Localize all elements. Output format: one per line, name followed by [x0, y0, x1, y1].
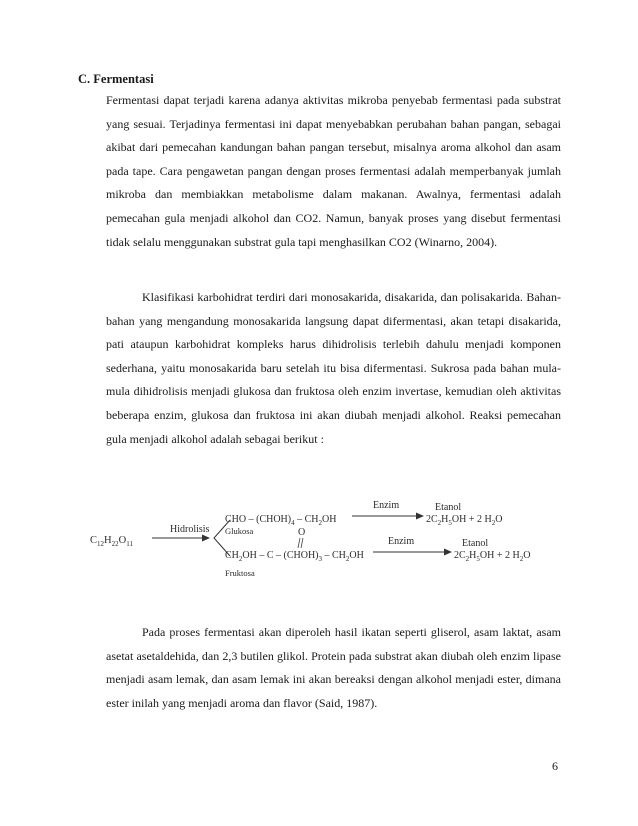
hydrolysis-label: Hidrolisis [170, 524, 210, 535]
product-2: $2C_2H_5OH + 2$ $H_2O$ [454, 550, 531, 563]
page-number: 6 [552, 759, 558, 773]
ethanol-label-1: Etanol [435, 502, 462, 513]
carbonyl-bond-2 [301, 538, 303, 548]
product-1: $2C_2H_5OH + 2$ $H_2O$ [426, 514, 503, 527]
enzyme-arrowhead-2 [444, 549, 452, 556]
paragraph-fermentation-products: Pada proses fermentasi akan diperoleh hasil ikatan seperti gliserol, asam laktat, asam asetat asetaldehida, dan 2,3 butilen glikol. Protein pada substrat akan diubah oleh enzim lipase menjadi asam lemak, dan asam lemak ini akan bereaksi dengan alkohol menjadi ester, dimana ester inilah yang menjadi aroma dan flavor (Said, 1987). [106, 625, 561, 710]
paragraph-carbohydrate-classification: Klasifikasi karbohidrat terdiri dari monosakarida, disakarida, dan polisakarida. Bahan-bahan yang mengandung monosakarida langsung dapat difermentasi, akan tetapi disakarida, pati ataupun karbohidrat kompleks harus dihidrolisis terlebih dahulu menjadi komponen sederhana, yaitu monosakarida baru setelah itu bisa difermentasi. Sukrosa pada bahan mula-mula dihidrolisis menjadi glukosa dan fruktosa oleh enzim invertase, kemudian oleh aktivitas beberapa enzim, glukosa dan fruktosa ini akan diubah menjadi alkohol. Reaksi pemecahan gula menjadi alkohol adalah sebagai berikut : [106, 290, 561, 446]
enzyme-arrowhead-1 [416, 513, 424, 520]
carbonyl-oxygen: O [298, 527, 306, 538]
hydrolysis-arrowhead [202, 535, 210, 542]
carbonyl-bond [298, 538, 300, 548]
glucose-formula: CHO – $(CHOH)_4 - CH_2OH$ [225, 514, 337, 527]
paragraph-fermentation-intro: Fermentasi dapat terjadi karena adanya aktivitas mikroba penyebab fermentasi pada substrat yang sesuai. Terjadinya fermentasi ini dapat menyebabkan perubahan bahan pangan, sebagai akibat dari pemecahan kandungan bahan pangan tersebut, misalnya aroma alkohol dan asam pada tape. Cara pengawetan pangan dengan proses fermentasi adalah memperbanyak jumlah mikroba dan membiakkan metabolisme dalam makanan. Awalnya, fermentasi adalah pemecahan gula menjadi alkohol dan CO2. Namun, banyak proses yang disebut fermentasi tidak selalu menggunakan substrat gula tapi menghasilkan CO2 (Winarno, 2004). [106, 93, 561, 249]
enzyme-label-2: Enzim [388, 536, 415, 547]
section-heading: C. Fermentasi [78, 72, 154, 86]
ethanol-label-2: Etanol [462, 538, 489, 549]
reaction-diagram [90, 490, 560, 590]
reactant-formula: $C_{12}H_{22}O_{11}$ [90, 535, 133, 548]
enzyme-label-1: Enzim [373, 500, 400, 511]
fructose-formula: $CH_2OH$ – C – $(CHOH)_3 - CH_2OH$ [225, 550, 364, 563]
glucose-name: Glukosa [225, 526, 254, 536]
fructose-name: Fruktosa [225, 568, 255, 578]
